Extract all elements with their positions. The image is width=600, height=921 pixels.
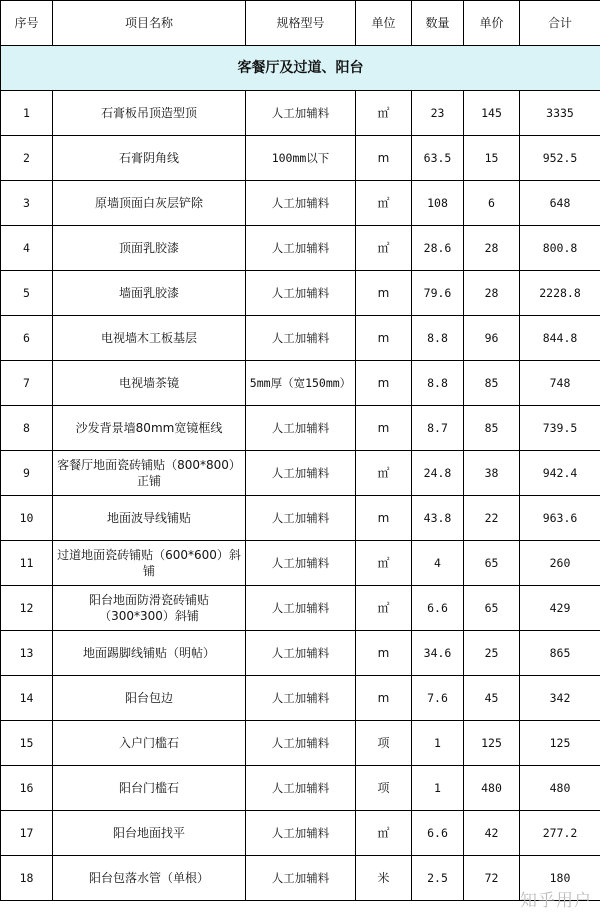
cell-index: 2 — [1, 136, 53, 181]
cell-item-name: 电视墙茶镜 — [53, 361, 246, 406]
cell-quantity: 23 — [412, 91, 464, 136]
header-index: 序号 — [1, 1, 53, 46]
cell-spec: 人工加辅料 — [246, 541, 356, 586]
cell-unit-price: 65 — [464, 541, 520, 586]
cell-total: 429 — [520, 586, 600, 631]
cell-index: 11 — [1, 541, 53, 586]
header-item-name: 项目名称 — [53, 1, 246, 46]
cell-unit: 米 — [356, 856, 412, 901]
cell-item-name: 阳台包边 — [53, 676, 246, 721]
cell-quantity: 8.8 — [412, 361, 464, 406]
cell-index: 18 — [1, 856, 53, 901]
cell-unit-price: 480 — [464, 766, 520, 811]
cell-spec: 人工加辅料 — [246, 406, 356, 451]
cell-spec: 人工加辅料 — [246, 316, 356, 361]
table-row — [1, 451, 600, 496]
table-row — [1, 91, 600, 136]
table-row — [1, 721, 600, 766]
table-row — [1, 541, 600, 586]
cell-unit: m — [356, 316, 412, 361]
cell-item-name: 墙面乳胶漆 — [53, 271, 246, 316]
cell-spec: 人工加辅料 — [246, 586, 356, 631]
cell-unit-price: 85 — [464, 406, 520, 451]
cell-total: 2228.8 — [520, 271, 600, 316]
header-unit: 单位 — [356, 1, 412, 46]
cell-unit: ㎡ — [356, 541, 412, 586]
cell-unit-price: 65 — [464, 586, 520, 631]
cell-total: 844.8 — [520, 316, 600, 361]
cell-total: 748 — [520, 361, 600, 406]
cell-total: 180 — [520, 856, 600, 901]
section-row — [1, 46, 600, 91]
cell-item-name: 阳台门槛石 — [53, 766, 246, 811]
table-row — [1, 676, 600, 721]
header-row — [1, 1, 600, 46]
cell-spec: 100mm以下 — [246, 136, 356, 181]
table-row — [1, 586, 600, 631]
cell-unit-price: 25 — [464, 631, 520, 676]
cell-quantity: 28.6 — [412, 226, 464, 271]
cell-index: 4 — [1, 226, 53, 271]
table-row — [1, 631, 600, 676]
header-unit-price: 单价 — [464, 1, 520, 46]
cell-spec: 人工加辅料 — [246, 91, 356, 136]
cell-unit-price: 42 — [464, 811, 520, 856]
cell-total: 648 — [520, 181, 600, 226]
cell-quantity: 43.8 — [412, 496, 464, 541]
cell-item-name: 沙发背景墙80mm宽镜框线 — [53, 406, 246, 451]
cell-quantity: 2.5 — [412, 856, 464, 901]
cell-index: 10 — [1, 496, 53, 541]
cell-spec: 人工加辅料 — [246, 226, 356, 271]
cell-quantity: 4 — [412, 541, 464, 586]
cell-quantity: 79.6 — [412, 271, 464, 316]
cell-unit: m — [356, 406, 412, 451]
cell-index: 12 — [1, 586, 53, 631]
cell-unit: m — [356, 136, 412, 181]
cell-quantity: 1 — [412, 721, 464, 766]
cell-total: 480 — [520, 766, 600, 811]
cell-total: 800.8 — [520, 226, 600, 271]
cell-unit-price: 6 — [464, 181, 520, 226]
cell-item-name: 石膏板吊顶造型顶 — [53, 91, 246, 136]
watermark: 知乎用户 — [520, 891, 592, 911]
cell-unit-price: 85 — [464, 361, 520, 406]
cell-unit: ㎡ — [356, 226, 412, 271]
cell-total: 865 — [520, 631, 600, 676]
cell-total: 963.6 — [520, 496, 600, 541]
cell-total: 342 — [520, 676, 600, 721]
cell-spec: 人工加辅料 — [246, 451, 356, 496]
cell-quantity: 34.6 — [412, 631, 464, 676]
cell-index: 14 — [1, 676, 53, 721]
cell-quantity: 63.5 — [412, 136, 464, 181]
cell-item-name: 石膏阴角线 — [53, 136, 246, 181]
cell-index: 6 — [1, 316, 53, 361]
cell-quantity: 1 — [412, 766, 464, 811]
cell-unit-price: 96 — [464, 316, 520, 361]
cell-unit: ㎡ — [356, 586, 412, 631]
cell-spec: 人工加辅料 — [246, 181, 356, 226]
cell-index: 9 — [1, 451, 53, 496]
cell-spec: 人工加辅料 — [246, 271, 356, 316]
table-row — [1, 226, 600, 271]
cell-index: 5 — [1, 271, 53, 316]
cell-item-name: 阳台包落水管（单根） — [53, 856, 246, 901]
table-row — [1, 181, 600, 226]
cell-unit: ㎡ — [356, 91, 412, 136]
table-row — [1, 136, 600, 181]
cell-total: 125 — [520, 721, 600, 766]
cell-unit: ㎡ — [356, 451, 412, 496]
cell-item-name: 原墙顶面白灰层铲除 — [53, 181, 246, 226]
cell-unit-price: 15 — [464, 136, 520, 181]
header-total: 合计 — [520, 1, 600, 46]
cell-spec: 人工加辅料 — [246, 766, 356, 811]
cell-unit-price: 125 — [464, 721, 520, 766]
cell-unit-price: 72 — [464, 856, 520, 901]
table-row — [1, 316, 600, 361]
table-row — [1, 406, 600, 451]
cell-index: 15 — [1, 721, 53, 766]
cell-spec: 人工加辅料 — [246, 721, 356, 766]
cell-index: 16 — [1, 766, 53, 811]
cell-quantity: 6.6 — [412, 811, 464, 856]
cell-index: 3 — [1, 181, 53, 226]
table-row — [1, 361, 600, 406]
cell-unit-price: 38 — [464, 451, 520, 496]
cell-total: 260 — [520, 541, 600, 586]
cell-unit-price: 45 — [464, 676, 520, 721]
cell-quantity: 8.7 — [412, 406, 464, 451]
table-row — [1, 496, 600, 541]
cell-item-name: 电视墙木工板基层 — [53, 316, 246, 361]
cell-unit: m — [356, 631, 412, 676]
cell-unit: m — [356, 271, 412, 316]
cell-unit: m — [356, 361, 412, 406]
cell-unit-price: 28 — [464, 271, 520, 316]
cell-unit-price: 145 — [464, 91, 520, 136]
cell-unit-price: 22 — [464, 496, 520, 541]
cell-unit: ㎡ — [356, 811, 412, 856]
header-spec: 规格型号 — [246, 1, 356, 46]
cell-spec: 人工加辅料 — [246, 496, 356, 541]
cell-quantity: 6.6 — [412, 586, 464, 631]
cell-unit: 项 — [356, 766, 412, 811]
table-row — [1, 766, 600, 811]
cell-item-name: 阳台地面防滑瓷砖铺贴（300*300）斜铺 — [53, 586, 246, 631]
cell-quantity: 108 — [412, 181, 464, 226]
cell-total: 942.4 — [520, 451, 600, 496]
cell-unit: ㎡ — [356, 181, 412, 226]
cell-index: 17 — [1, 811, 53, 856]
cell-spec: 人工加辅料 — [246, 676, 356, 721]
cell-item-name: 顶面乳胶漆 — [53, 226, 246, 271]
cell-total: 952.5 — [520, 136, 600, 181]
cell-item-name: 入户门槛石 — [53, 721, 246, 766]
cell-spec: 人工加辅料 — [246, 631, 356, 676]
cell-item-name: 阳台地面找平 — [53, 811, 246, 856]
cell-item-name: 客餐厅地面瓷砖铺贴（800*800）正铺 — [53, 451, 246, 496]
cell-item-name: 过道地面瓷砖铺贴（600*600）斜铺 — [53, 541, 246, 586]
cell-quantity: 8.8 — [412, 316, 464, 361]
cell-total: 277.2 — [520, 811, 600, 856]
table-row — [1, 271, 600, 316]
cell-unit: 项 — [356, 721, 412, 766]
cell-total: 3335 — [520, 91, 600, 136]
cell-spec: 人工加辅料 — [246, 811, 356, 856]
table-row — [1, 856, 600, 901]
cell-quantity: 24.8 — [412, 451, 464, 496]
table-row — [1, 811, 600, 856]
section-title: 客餐厅及过道、阳台 — [1, 46, 600, 91]
cell-item-name: 地面波导线铺贴 — [53, 496, 246, 541]
cell-unit: m — [356, 676, 412, 721]
cell-index: 1 — [1, 91, 53, 136]
cell-unit-price: 28 — [464, 226, 520, 271]
cell-index: 8 — [1, 406, 53, 451]
cell-spec: 人工加辅料 — [246, 856, 356, 901]
header-quantity: 数量 — [412, 1, 464, 46]
cell-index: 13 — [1, 631, 53, 676]
cell-index: 7 — [1, 361, 53, 406]
cell-spec: 5mm厚（宽150mm） — [246, 361, 356, 406]
cell-quantity: 7.6 — [412, 676, 464, 721]
cell-item-name: 地面踢脚线铺贴（明帖） — [53, 631, 246, 676]
cell-total: 739.5 — [520, 406, 600, 451]
cell-unit: m — [356, 496, 412, 541]
